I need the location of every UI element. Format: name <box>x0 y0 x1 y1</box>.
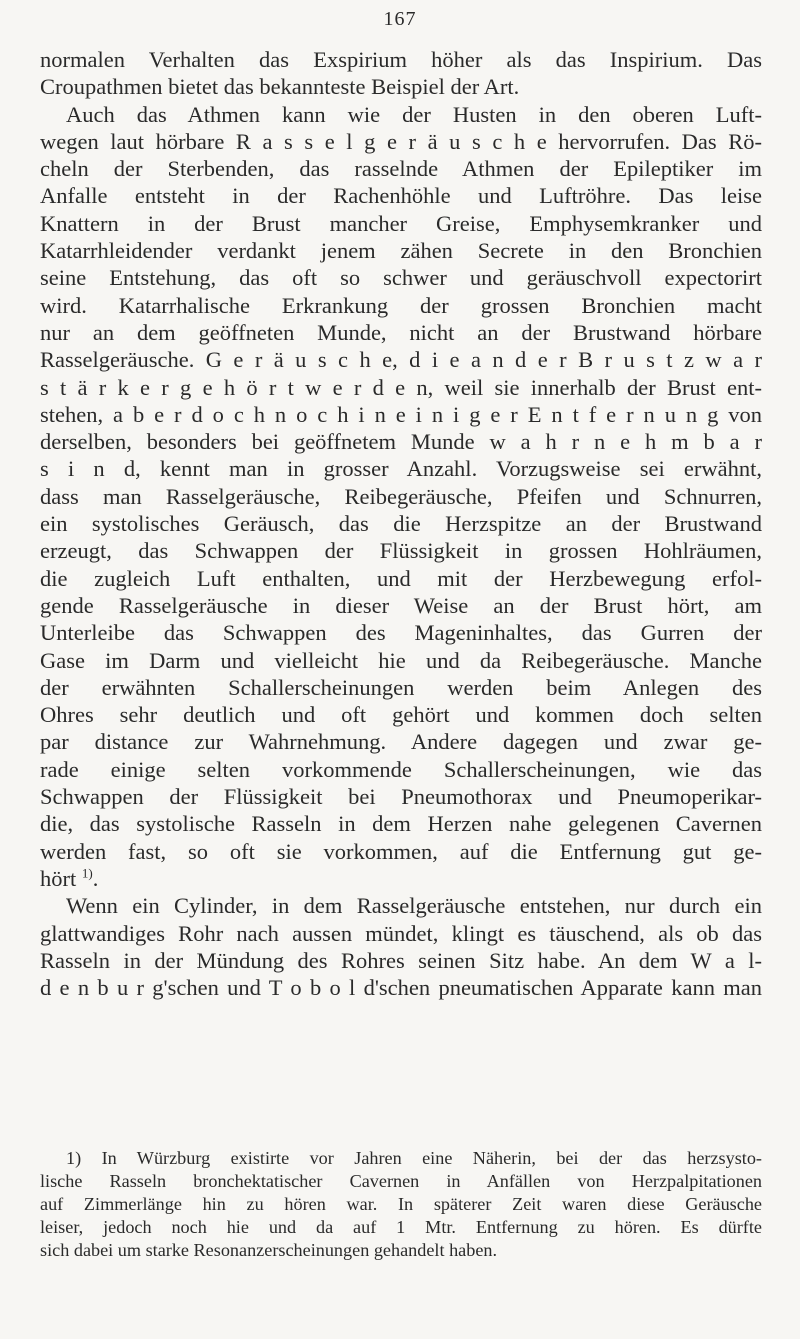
line-text: der erwähnten Schallerscheinungen werden beim Anlegen des <box>40 674 762 700</box>
text-line <box>40 128 762 155</box>
footnote-line <box>40 1239 762 1262</box>
line-text: die zugleich Luft enthalten, und mit der Herzbewegung erfol- <box>40 565 762 591</box>
text-line <box>40 155 762 182</box>
page-number: 167 <box>383 8 417 30</box>
line-text: hört <box>40 865 77 891</box>
text-line <box>40 974 762 1001</box>
footnote-text: In Würzburg existirte vor Jahren eine Näherin, bei der das herzsysto- <box>101 1148 762 1168</box>
footnote-line <box>40 1170 762 1193</box>
footnote-reference: 1 <box>81 865 89 881</box>
footnote-mark: 1) <box>66 1148 82 1168</box>
footnote-reference-paren: ) <box>88 865 93 881</box>
footnote-text: lische Rasseln bronchektatischer Cavernen in Anfällen von Herzpalpitationen <box>40 1171 762 1191</box>
text-line <box>40 428 762 455</box>
footnote-line <box>40 1193 762 1216</box>
text-line <box>40 374 762 401</box>
text-line <box>40 701 762 728</box>
text-line <box>40 537 762 564</box>
text-line <box>40 865 762 892</box>
text-line <box>40 73 762 100</box>
line-text: Schwappen der Flüssigkeit bei Pneumothorax und Pneumoperikar- <box>40 784 762 810</box>
line-text: s t ä r k e r g e h ö r t w e r d e n, weil sie innerhalb der Brust ent- <box>40 374 762 400</box>
line-text: ein systolisches Geräusch, das die Herzspitze an der Brustwand <box>40 511 762 537</box>
text-line <box>40 838 762 865</box>
line-text: s i n d, kennt man in grosser Anzahl. Vorzugsweise sei erwähnt, <box>40 456 762 482</box>
text-line <box>40 647 762 674</box>
line-text: Gase im Darm und vielleicht hie und da Reibegeräusche. Manche <box>40 647 762 673</box>
text-line <box>40 483 762 510</box>
line-text: Auch das Athmen kann wie der Husten in den oberen Luft- <box>66 101 762 127</box>
line-text: Croupathmen bietet das bekannteste Beispiel der Art. <box>40 74 520 100</box>
text-line <box>40 728 762 755</box>
line-text: die, das systolische Rasseln in dem Herzen nahe gelegenen Cavernen <box>40 811 762 837</box>
line-text: stehen, a b e r d o c h n o c h i n e i n i g e r E n t f e r n u n g von <box>40 401 762 427</box>
line-text: Unterleibe das Schwappen des Mageninhaltes, das Gurren der <box>40 620 762 646</box>
text-line <box>40 756 762 783</box>
text-line <box>40 592 762 619</box>
line-text: seine Entstehung, das oft so schwer und geräuschvoll expectorirt <box>40 265 762 291</box>
line-text: wird. Katarrhalische Erkrankung der grossen Bronchien macht <box>40 292 762 318</box>
line-text: Ohres sehr deutlich und oft gehört und kommen doch selten <box>40 702 762 728</box>
body-text <box>40 46 762 1001</box>
line-text: dass man Rasselgeräusche, Reibegeräusche, Pfeifen und Schnurren, <box>40 483 762 509</box>
text-line <box>40 264 762 291</box>
footnote-text: auf Zimmerlänge hin zu hören war. In späterer Zeit waren diese Geräusche <box>40 1194 762 1214</box>
line-text: Rasselgeräusche. G e r ä u s c h e, d i e a n d e r B r u s t z w a r <box>40 347 762 373</box>
line-text: par distance zur Wahrnehmung. Andere dagegen und zwar ge- <box>40 729 762 755</box>
text-line <box>40 947 762 974</box>
text-line <box>40 210 762 237</box>
footnote-line <box>40 1147 762 1170</box>
line-text: wegen laut hörbare R a s s e l g e r ä u s c h e hervorrufen. Das Rö- <box>40 128 762 154</box>
text-line <box>40 920 762 947</box>
line-text: cheln der Sterbenden, das rasselnde Athmen der Epileptiker im <box>40 156 762 182</box>
text-line <box>40 455 762 482</box>
footnote-text: leiser, jedoch noch hie und da auf 1 Mtr. Entfernung zu hören. Es dürfte <box>40 1217 762 1237</box>
line-text: Katarrhleidender verdankt jenem zähen Secrete in den Bronchien <box>40 238 762 264</box>
line-text: d e n b u r g'schen und T o b o l d'schen pneumatischen Apparate kann man <box>40 975 762 1001</box>
line-text: erzeugt, das Schwappen der Flüssigkeit in grossen Hohlräumen, <box>40 538 762 564</box>
text-line <box>40 346 762 373</box>
line-text: Wenn ein Cylinder, in dem Rasselgeräusche entstehen, nur durch ein <box>66 893 762 919</box>
text-line <box>40 783 762 810</box>
text-line <box>40 319 762 346</box>
line-text: glattwandiges Rohr nach aussen mündet, klingt es täuschend, als ob das <box>40 920 762 946</box>
line-text: nur an dem geöffneten Munde, nicht an der Brustwand hörbare <box>40 319 762 345</box>
line-text: derselben, besonders bei geöffnetem Munde w a h r n e h m b a r <box>40 429 762 455</box>
line-text: Knattern in der Brust mancher Greise, Emphysemkranker und <box>40 210 762 236</box>
text-line <box>40 46 762 73</box>
footnote-line <box>40 1216 762 1239</box>
footnote-text: sich dabei um starke Resonanzerscheinungen gehandelt haben. <box>40 1240 498 1260</box>
line-text: gende Rasselgeräusche in dieser Weise an der Brust hört, am <box>40 592 762 618</box>
text-line <box>40 510 762 537</box>
text-line <box>40 182 762 209</box>
line-text: werden fast, so oft sie vorkommen, auf die Entfernung gut ge- <box>40 838 762 864</box>
text-line <box>40 101 762 128</box>
line-text: rade einige selten vorkommende Schallerscheinungen, wie das <box>40 756 762 782</box>
text-line <box>40 674 762 701</box>
text-line <box>40 619 762 646</box>
text-line <box>40 565 762 592</box>
footnote <box>40 1147 762 1262</box>
text-line <box>40 237 762 264</box>
line-text: Rasseln in der Mündung des Rohres seinen Sitz habe. An dem W a l- <box>40 947 762 973</box>
text-line <box>40 292 762 319</box>
text-line <box>40 810 762 837</box>
line-suffix: . <box>92 865 99 891</box>
line-text: normalen Verhalten das Exspirium höher als das Inspirium. Das <box>40 47 762 72</box>
line-text: Anfalle entsteht in der Rachenhöhle und Luftröhre. Das leise <box>40 183 762 209</box>
text-line <box>40 401 762 428</box>
text-line <box>40 892 762 919</box>
